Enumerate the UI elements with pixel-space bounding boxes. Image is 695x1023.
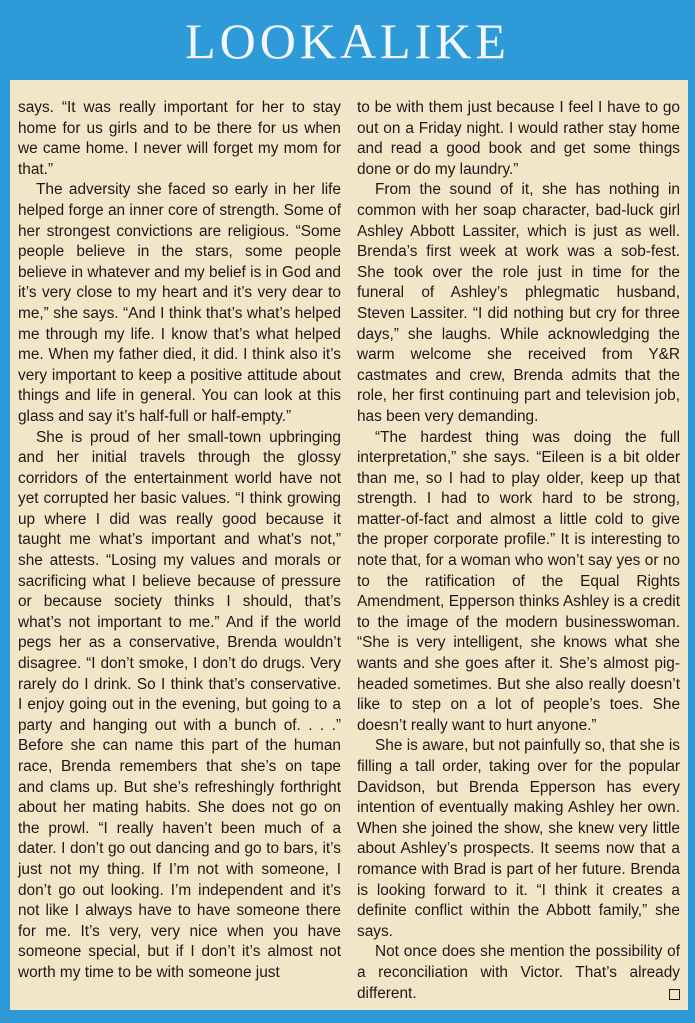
paragraph: She is aware, but not painfully so, that she is filling a tall order, taking over for the popular Davidson, but Brenda Epperson has every intention of eventually making Ashley her own. When she joined the show, she knew very little about Ashley’s prospects. It seems now that a romance with Brad is part of her future. Brenda is looking forward to it. “I think it creates a definite conflict within the Abbott family,” she says. bbox=[357, 737, 680, 940]
paragraph: says. “It was really important for her to stay home for us girls and to be there for us when we came home. I never will forget my mom for that.” bbox=[18, 99, 341, 178]
paragraph-text: Not once does she mention the possibility of a reconciliation with Victor. That’s already different. bbox=[357, 943, 680, 1002]
header-banner bbox=[0, 0, 695, 80]
end-mark-icon bbox=[669, 989, 680, 1000]
last-paragraph bbox=[357, 942, 680, 1004]
page-title: LOOKALIKE bbox=[185, 13, 510, 69]
paragraph: From the sound of it, she has nothing in common with her soap character, bad-luck girl Ashley Abbott Lassiter, which is just as well. Brenda’s first week at work was a sob-fest. She took over the role just in time for the funeral of Ashley’s phlegmatic husband, Steven Lassiter. “I did nothing but cry for three days,” she laughs. While acknowledging the warm welcome she received from Y&R castmates and crew, Brenda admits that the role, her first continuing part and television job, has been very demanding. bbox=[357, 181, 680, 425]
paragraph: “The hardest thing was doing the full interpretation,” she says. “Eileen is a bit older than me, so I had to play older, keep up that strength. I had to work hard to be strong, matter-of-fact and almost a little cold to give the proper corporate profile.” It is interesting to note that, for a woman who won’t say yes or no to the ratification of the Equal Rights Amendment, Epperson thinks Ashley is a credit to the image of the modern businesswoman. “She is very intelligent, she knows what she wants and she goes after it. She’s almost pig-headed sometimes. But she also really doesn’t like to step on a lot of people’s toes. She doesn’t really want to hurt anyone.” bbox=[357, 428, 680, 734]
paragraph: She is proud of her small-town upbringing and her initial travels through the glossy corridors of the entertainment world have not yet corrupted her basic values. “I think growing up where I did was really good because it taught me what’s important and what’s not,” she attests. “Losing my values and morals or sacrificing what I believe because of pressure or because society thinks I should, that’s what’s not important to me.” And if the world pegs her as a conservative, Brenda wouldn’t disagree. “I don’t smoke, I don’t do drugs. Very rarely do I drink. So I think that’s conservative. I enjoy going out in the evening, but going to a party and hanging out with a bunch of. . . .” Before she can name this part of the human race, Brenda remembers that she’s on tape and clams up. But she’s refreshingly forthright about her mating habits. She does not go on the prowl. “I really haven’t been much of a dater. I don’t go out dancing and go to bars, it’s just not my thing. If I’m not with someone, I don’t go out looking. I’m independent and it’s not like I always have to have someone there for me. It’s very, very nice when you have someone special, but if I don’t it’s almost not worth my time to be with someone just bbox=[18, 428, 341, 981]
paragraph: The adversity she faced so early in her life helped forge an inner core of strength. Some of her strongest convictions are religious. “Some people believe in the stars, some people believe in whatever and my belief is in God and it’s very close to my heart and it’s very dear to me,” she says. “And I think that’s what’s helped me through my life. I know that’s what helped me. When my father died, it did. I think also it’s very important to keep a positive attitude about things and life in general. You can look at this glass and say it’s half-full or half-empty.” bbox=[18, 181, 341, 425]
paragraph: to be with them just because I feel I have to go out on a Friday night. I would rather stay home and read a good book and get some things done or do my laundry.” bbox=[357, 99, 680, 178]
left-column bbox=[18, 98, 341, 1010]
article-body bbox=[10, 80, 688, 1010]
right-column bbox=[357, 98, 680, 1010]
